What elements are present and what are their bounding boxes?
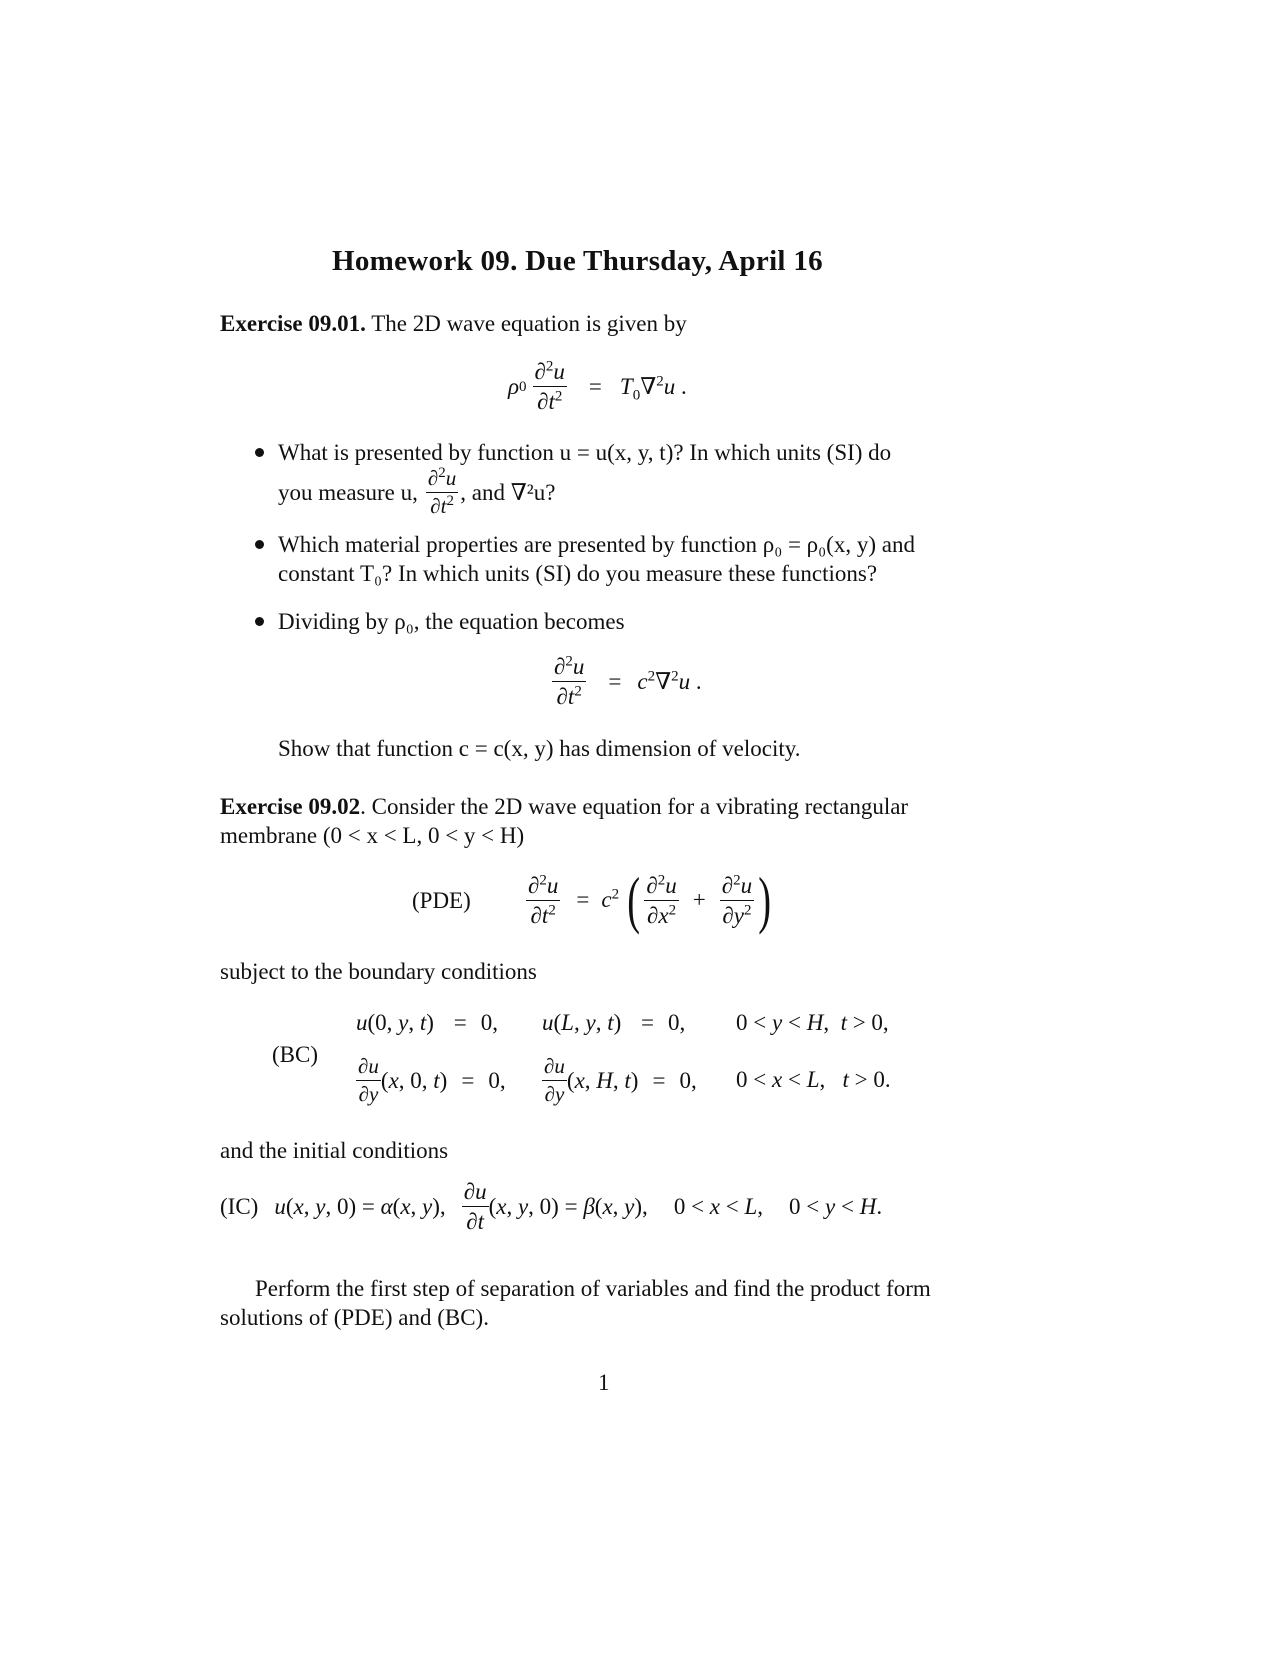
task-line-1: Perform the first step of separation of variables and find the product form [255, 1276, 931, 1301]
bc-row-2-right: $\frac{\partial u}{\partial y}$ (x, H, t) = 0, [544, 1054, 697, 1106]
equation-pde: $\frac{\partial^2u}{\partial t^2}$ = $c^2$ ( $\frac{\partial^2u}{\partial x^2}$ + $\frac{\partial^2u}{\partial y^2}$ ) [528, 864, 772, 935]
bullet-1-line-2: you measure u, $\frac{\partial^2u}{\partial t^2}$ , and ∇²u? [278, 465, 556, 518]
bc-row-2-domain: 0 < x < L, t > 0. [736, 1067, 891, 1092]
exercise-2-heading [220, 792, 908, 822]
exercise-2-intro: . Consider the 2D wave equation for a vibrating rectangular [360, 794, 909, 819]
bullet-3-text: Dividing by ρ₀, the equation becomes [278, 609, 625, 634]
page-number: 1 [598, 1370, 610, 1395]
task-line-2: solutions of (PDE) and (BC). [220, 1305, 489, 1330]
exercise-2-label: Exercise 09.02 [220, 794, 361, 819]
exercise-1-label: Exercise 09.01. [220, 311, 366, 336]
pde-tag: (PDE) [412, 888, 471, 913]
equation-wave-rho: ρ 0 $\frac{\partial^2u}{\partial t^2}$ = $T_0\nabla^2u$ . [508, 358, 687, 414]
bullet-2-line-1: Which material properties are presented by function ρ₀ = ρ₀(x, y) and [278, 532, 915, 557]
equation-ic: (IC) u(x, y, 0) = α(x, y), $\frac{\partial u}{\partial t}$ (x, y, 0) = β(x, y), 0 < x < L, 0 < y < H. [220, 1179, 883, 1234]
bullet-1-post: , and ∇²u? [460, 479, 556, 505]
bc-row-1-right: u(L, y, t) = 0, [542, 1010, 686, 1035]
ic-tag: (IC) [220, 1193, 259, 1219]
equation-wave-c: $\frac{\partial^2u}{\partial t^2}$ = $c^2\nabla^2u$ . [554, 653, 702, 709]
exercise-2-domain: membrane (0 < x < L, 0 < y < H) [220, 823, 525, 848]
bc-intro: subject to the boundary conditions [220, 959, 537, 984]
bc-row-1: u(0, y, t) = 0, [356, 1010, 498, 1035]
bc-row-2: $\frac{\partial u}{\partial y}$ (x, 0, t) = 0, [358, 1054, 506, 1106]
bullet-marker [255, 617, 264, 626]
bc-tag: (BC) [272, 1042, 318, 1067]
bullet-marker [255, 448, 264, 457]
bc-row-1-domain: 0 < y < H, t > 0, [736, 1010, 889, 1035]
bullet-2-line-2: constant T₀? In which units (SI) do you measure these functions? [278, 561, 878, 586]
bullet-1-pre: you measure u, [278, 479, 418, 505]
exercise-1-intro: The 2D wave equation is given by [371, 311, 687, 336]
bullet-1-line-1: What is presented by function u = u(x, y, t)? In which units (SI) do [278, 440, 892, 465]
bullet-marker [255, 540, 264, 549]
ic-intro: and the initial conditions [220, 1138, 449, 1163]
exercise-1-heading [220, 309, 687, 339]
velocity-statement: Show that function c = c(x, y) has dimension of velocity. [278, 736, 801, 761]
page-title: Homework 09. Due Thursday, April 16 [332, 245, 823, 277]
